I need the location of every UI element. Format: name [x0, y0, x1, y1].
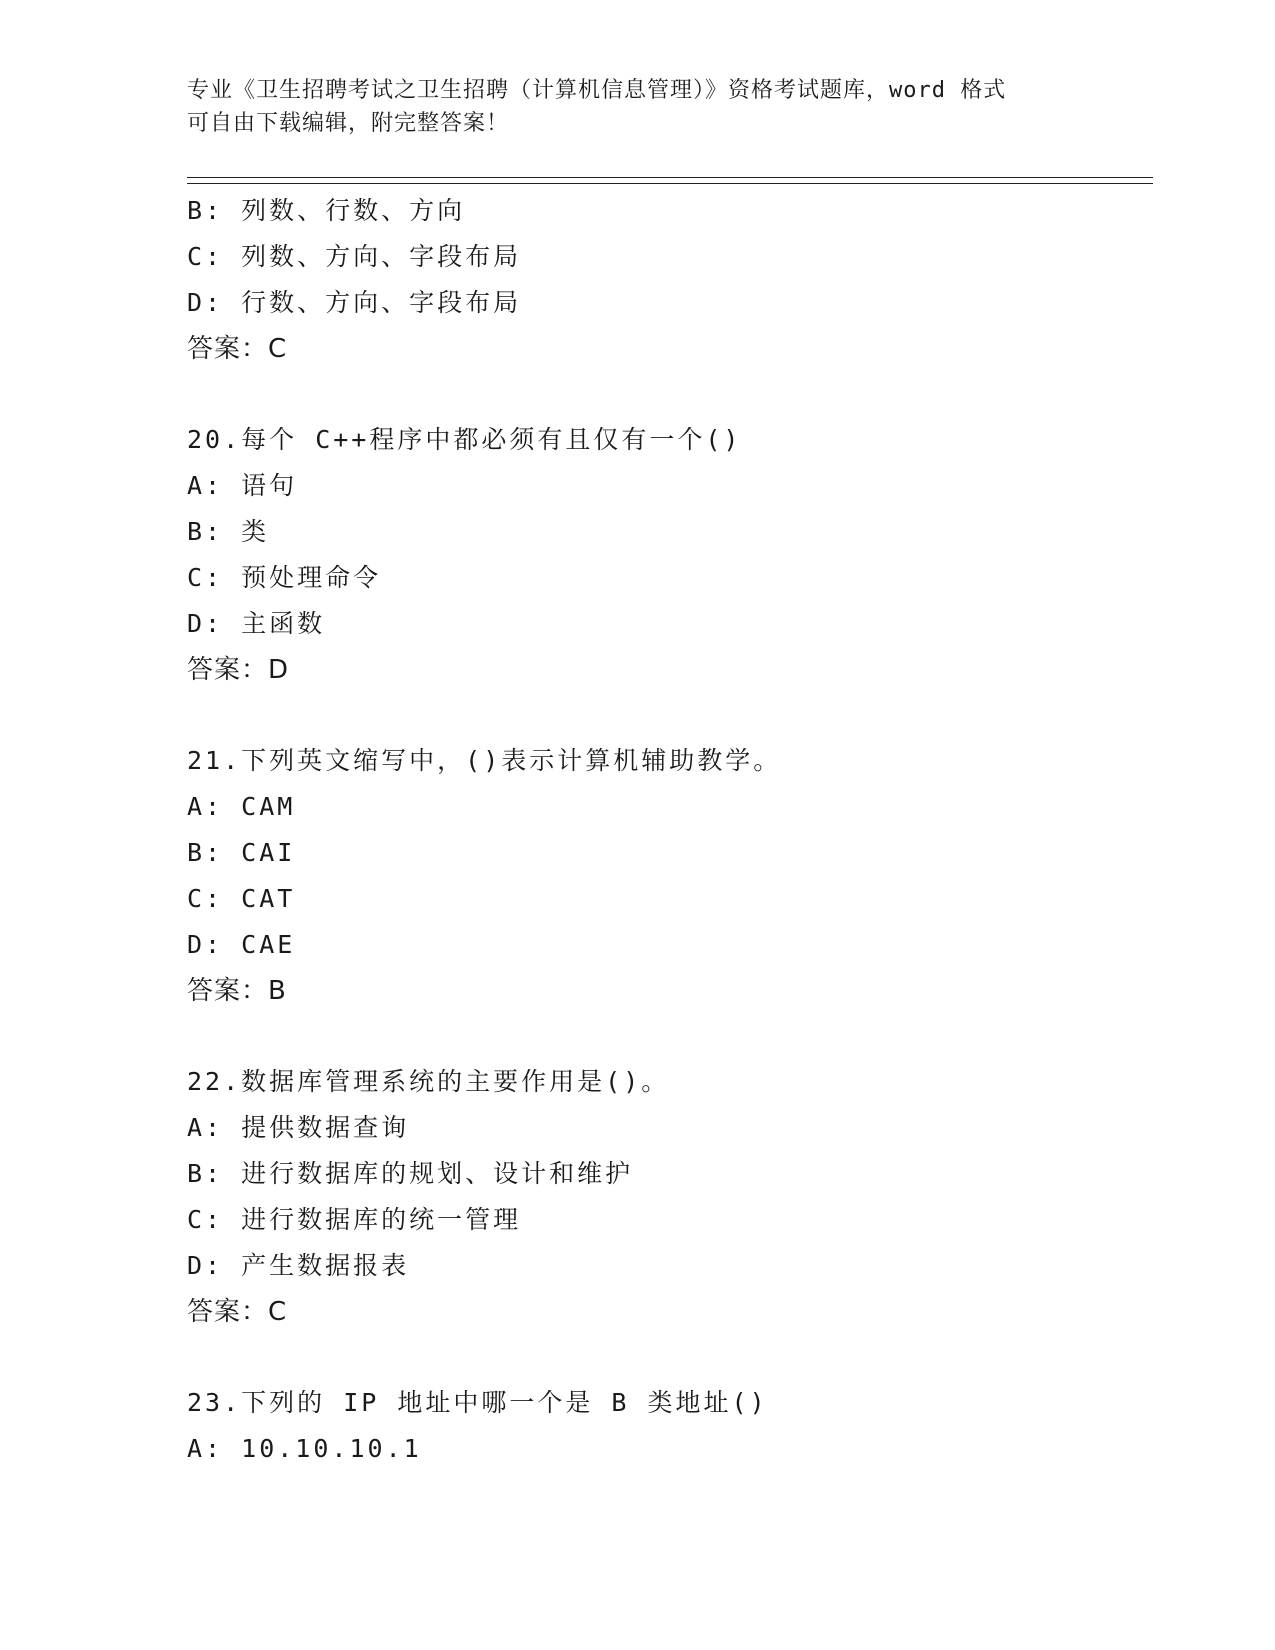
option-d: D: 行数、方向、字段布局 — [187, 288, 522, 317]
question-block-22 — [187, 1059, 1147, 1335]
document-header — [187, 74, 1067, 140]
answer-line: 答案：B — [187, 976, 287, 1006]
answer-line: 答案：C — [187, 1297, 288, 1327]
option-b: B: 类 — [187, 517, 270, 546]
option-a: A: 提供数据查询 — [187, 1113, 410, 1142]
question-gap — [187, 693, 1147, 738]
option-c: C: CAT — [187, 884, 296, 913]
option-d: D: CAE — [187, 930, 296, 959]
option-a: A: 10.10.10.1 — [187, 1434, 422, 1463]
option-b: B: 进行数据库的规划、设计和维护 — [187, 1159, 634, 1188]
option-d: D: 主函数 — [187, 609, 326, 638]
answer-line: 答案：D — [187, 655, 290, 685]
header-divider-bottom — [187, 183, 1153, 184]
header-line-1: 专业《卫生招聘考试之卫生招聘（计算机信息管理）》资格考试题库，word 格式 — [187, 78, 1007, 103]
question-block-21 — [187, 738, 1147, 1014]
header-line-2: 可自由下载编辑，附完整答案！ — [187, 111, 510, 136]
question-gap — [187, 1014, 1147, 1059]
option-c: C: 列数、方向、字段布局 — [187, 242, 522, 271]
answer-line: 答案：C — [187, 334, 288, 364]
question-stem: 22.数据库管理系统的主要作用是()。 — [187, 1067, 670, 1096]
question-stem: 23.下列的 IP 地址中哪一个是 B 类地址() — [187, 1388, 768, 1417]
question-block-20 — [187, 417, 1147, 693]
question-list — [187, 188, 1147, 1472]
question-block-19 — [187, 188, 1147, 372]
header-divider-top — [187, 177, 1153, 178]
option-d: D: 产生数据报表 — [187, 1251, 410, 1280]
option-c: C: 预处理命令 — [187, 563, 382, 592]
question-stem: 21.下列英文缩写中，()表示计算机辅助教学。 — [187, 746, 782, 775]
question-gap — [187, 1335, 1147, 1380]
option-b: B: CAI — [187, 838, 296, 867]
option-a: A: 语句 — [187, 471, 298, 500]
option-a: A: CAM — [187, 792, 296, 821]
question-gap — [187, 372, 1147, 417]
option-b: B: 列数、行数、方向 — [187, 196, 466, 225]
question-stem: 20.每个 C++程序中都必须有且仅有一个() — [187, 425, 742, 454]
question-block-23 — [187, 1380, 1147, 1472]
option-c: C: 进行数据库的统一管理 — [187, 1205, 522, 1234]
